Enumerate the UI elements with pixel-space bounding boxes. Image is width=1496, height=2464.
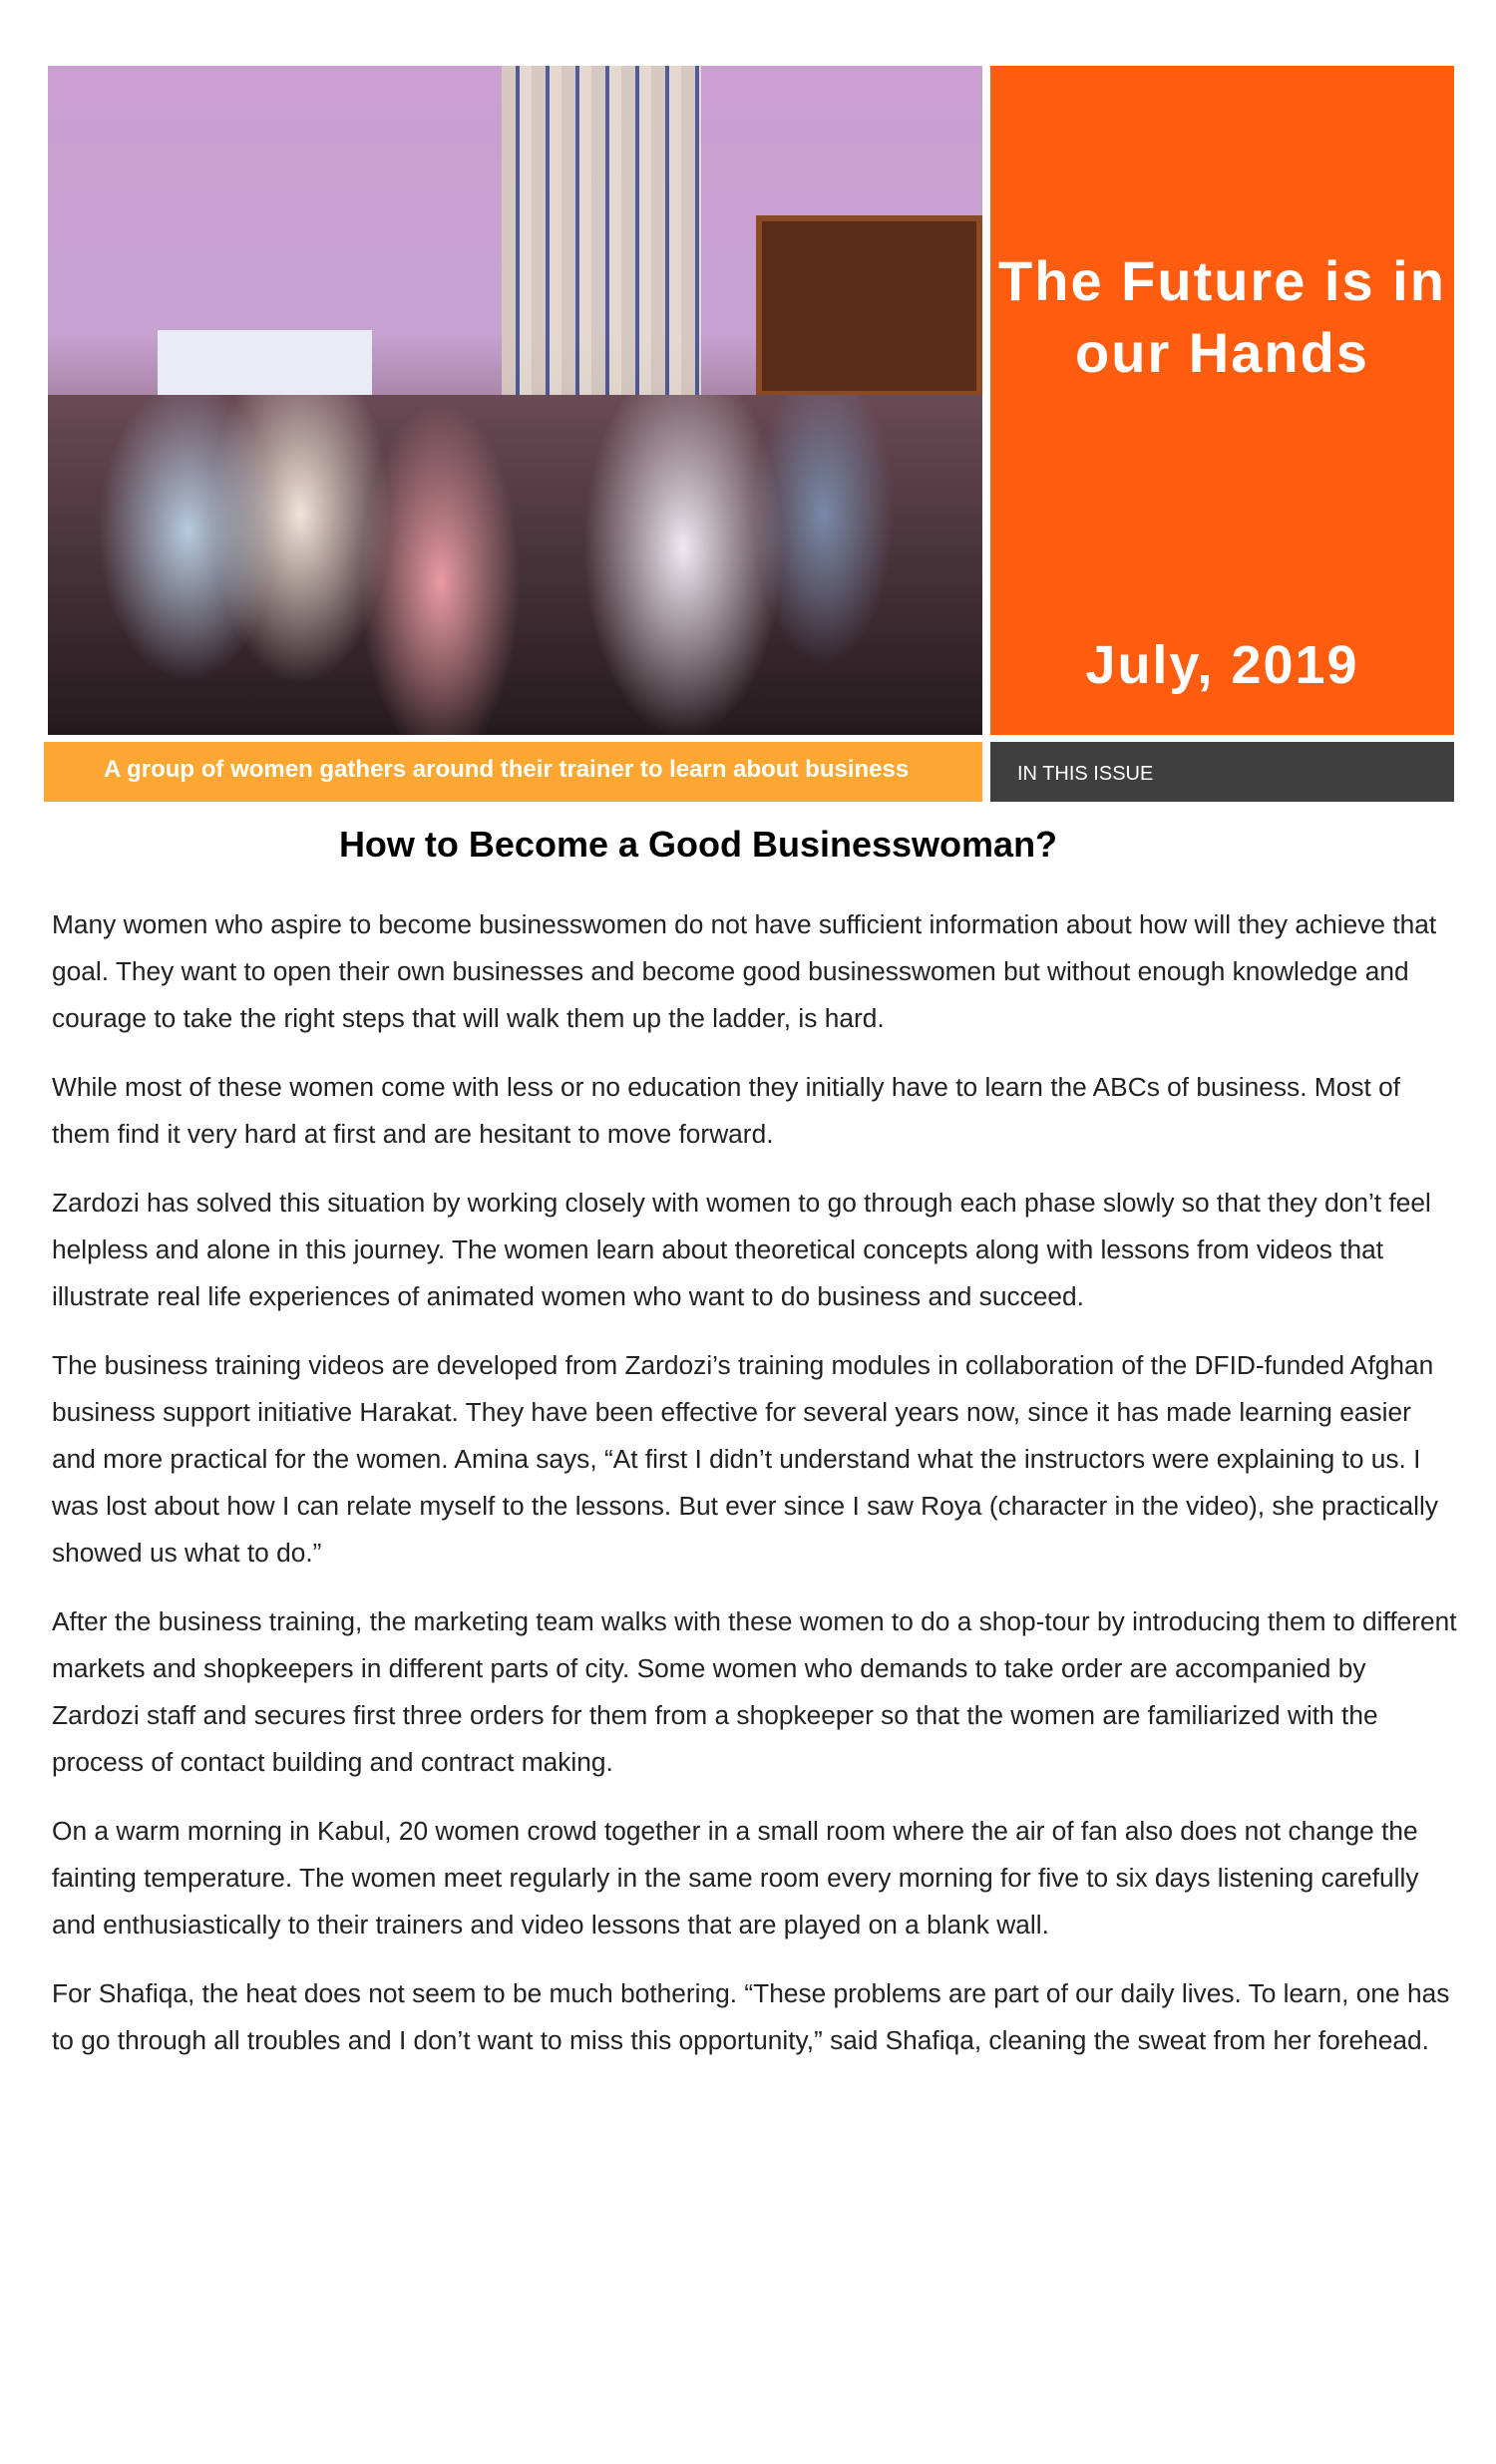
paragraph: On a warm morning in Kabul, 20 women crowd together in a small room where the air of fan also does not change the fainting temperature. The women meet regularly in the same room every morning for five to six days listening carefully and enthusiastically to their trainers and video lessons that are played on a blank wall. (52, 1816, 1419, 1939)
paragraph: Zardozi has solved this situation by working closely with women to go through each phase slowly so that they don’t feel helpless and alone in this journey. The women learn about theoretical concepts along with lessons from videos that illustrate real life experiences of animated women who want to do business and succeed. (52, 1188, 1431, 1311)
issue-date: July, 2019 (1085, 635, 1359, 695)
photo-caption: A group of women gathers around their trainer to learn about business (44, 742, 982, 802)
paragraph: The business training videos are developed from Zardozi’s training modules in collaboration of the DFID-funded Afghan business support initiative Harakat. They have been effective for several years now, since it has made learning easier and more practical for the women. Amina says, “At first I didn’t understand what the instructors were explaining to us. I was lost about how I can relate myself to the lessons. But ever since I saw Roya (character in the video), she practically showed us what to do.” (52, 1350, 1438, 1568)
in-this-issue-bar: IN THIS ISSUE (990, 742, 1454, 802)
cover-title-panel (990, 66, 1454, 735)
photo-crowd (48, 395, 982, 735)
newsletter-title: The Future is in our Hands (998, 249, 1446, 384)
article-heading: How to Become a Good Businesswoman? (338, 824, 1058, 865)
paragraph: While most of these women come with less or no education they initially have to learn the ABCs of business. Most of them find it very hard at first and are hesitant to move forward. (52, 1072, 1401, 1149)
paragraph: Many women who aspire to become businesswomen do not have sufficient information about how will they achieve that goal. They want to open their own businesses and become good businesswomen but without enough knowledge and courage to take the right steps that will walk them up the ladder, is hard. (52, 909, 1437, 1033)
photo-cabinet (756, 215, 982, 397)
paragraph: After the business training, the marketing team walks with these women to do a shop-tour by introducing them to different markets and shopkeepers in different parts of city. Some women who demands to take order are accompanied by Zardozi staff and secures first three orders for them from a shopkeeper so that the women are familiarized with the process of contact building and contract making. (52, 1606, 1457, 1777)
cover-photo (48, 66, 982, 735)
paragraph: For Shafiqa, the heat does not seem to be much bothering. “These problems are part of our daily lives. To learn, one has to go through all troubles and I don’t want to miss this opportunity,” said Shafiqa, cleaning the sweat from her forehead. (52, 1978, 1450, 2055)
article-body (52, 901, 1460, 2086)
